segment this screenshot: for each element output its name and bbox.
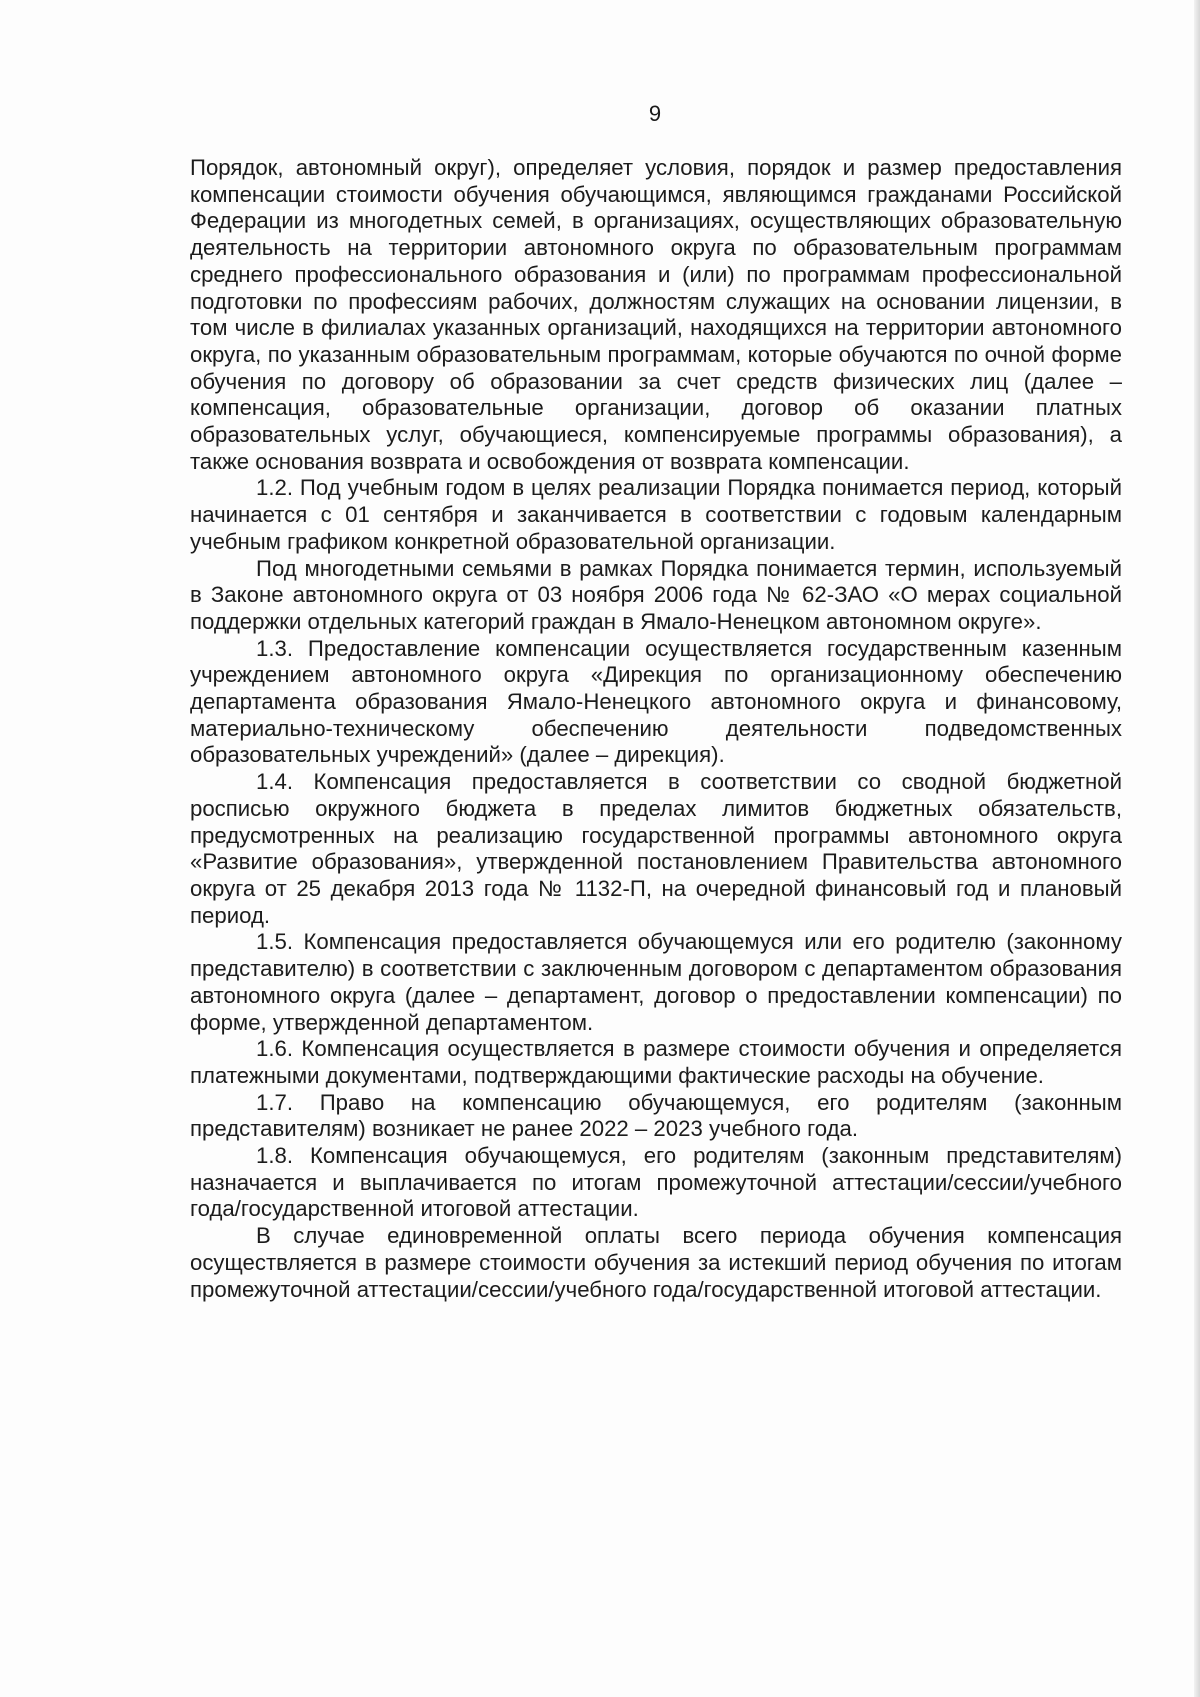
page-number: 9 [648, 101, 662, 126]
paragraph-1-4: 1.4. Компенсация предоставляется в соответствии со сводной бюджетной росписью окружного бюджета в пределах лимитов бюджетных обязательств, предусмотренных на реализацию государственной программы автономного округа «Развитие образования», утвержденной постановлением Правительства автономного округа от 25 декабря 2013 года № 1132-П, на очередной финансовый год и плановый период. [190, 769, 1122, 928]
scan-edge-shadow [1194, 0, 1200, 1697]
paragraph-1-3: 1.3. Предоставление компенсации осуществляется государственным казенным учреждением автономного округа «Дирекция по организационному обеспечению департамента образования Ямало-Ненецкого автономного округа и финансовому, материально-техническому обеспечению деятельности подведомственных образовательных учреждений» (далее – дирекция). [190, 635, 1122, 768]
paragraph-1-8: 1.8. Компенсация обучающемуся, его родителям (законным представителям) назначается и выплачивается по итогам промежуточной аттестации/сессии/учебного года/государственной итоговой аттестации. [190, 1143, 1122, 1222]
paragraph-1-6: 1.6. Компенсация осуществляется в размере стоимости обучения и определяется платежными документами, подтверждающими фактические расходы на обучение. [190, 1036, 1122, 1088]
paragraph-1-5: 1.5. Компенсация предоставляется обучающемуся или его родителю (законному представителю) в соответствии с заключенным договором с департаментом образования автономного округа (далее – департамент, договор о предоставлении компенсации) по форме, утвержденной департаментом. [190, 929, 1122, 1035]
paragraph-intro-continuation: Порядок, автономный округ), определяет условия, порядок и размер предоставления компенсации стоимости обучения обучающимся, являющимся гражданами Российской Федерации из многодетных семей, в организациях, осуществляющих образовательную деятельность на территории автономного округа по образовательным программам среднего профессионального образования и (или) по программам профессиональной подготовки по профессиям рабочих, должностям служащих на основании лицензии, в том числе в филиалах указанных организаций, находящихся на территории автономного округа, по указанным образовательным программам, которые обучаются по очной форме обучения по договору об образовании за счет средств физических лиц (далее – компенсация, образовательные организации, договор об оказании платных образовательных услуг, обучающиеся, компенсируемые программы образования), а также основания возврата и освобождения от возврата компенсации. [190, 155, 1122, 474]
paragraph-1-2: 1.2. Под учебным годом в целях реализации Порядка понимается период, который начинается с 01 сентября и заканчивается в соответствии с годовым календарным учебным графиком конкретной образовательной организации. [190, 475, 1122, 554]
paragraph-1-7: 1.7. Право на компенсацию обучающемуся, его родителям (законным представителям) возникает не ранее 2022 – 2023 учебного года. [190, 1089, 1122, 1142]
document-body [190, 155, 1122, 1303]
paragraph-large-families-definition: Под многодетными семьями в рамках Порядка понимается термин, используемый в Законе автономного округа от 03 ноября 2006 года № 62-ЗАО «О мерах социальной поддержки отдельных категорий граждан в Ямало-Ненецком автономном округе». [190, 555, 1122, 634]
paragraph-lump-sum-payment: В случае единовременной оплаты всего периода обучения компенсация осуществляется в размере стоимости обучения за истекший период обучения по итогам промежуточной аттестации/сессии/учебного года/государственной итоговой аттестации. [190, 1223, 1122, 1302]
